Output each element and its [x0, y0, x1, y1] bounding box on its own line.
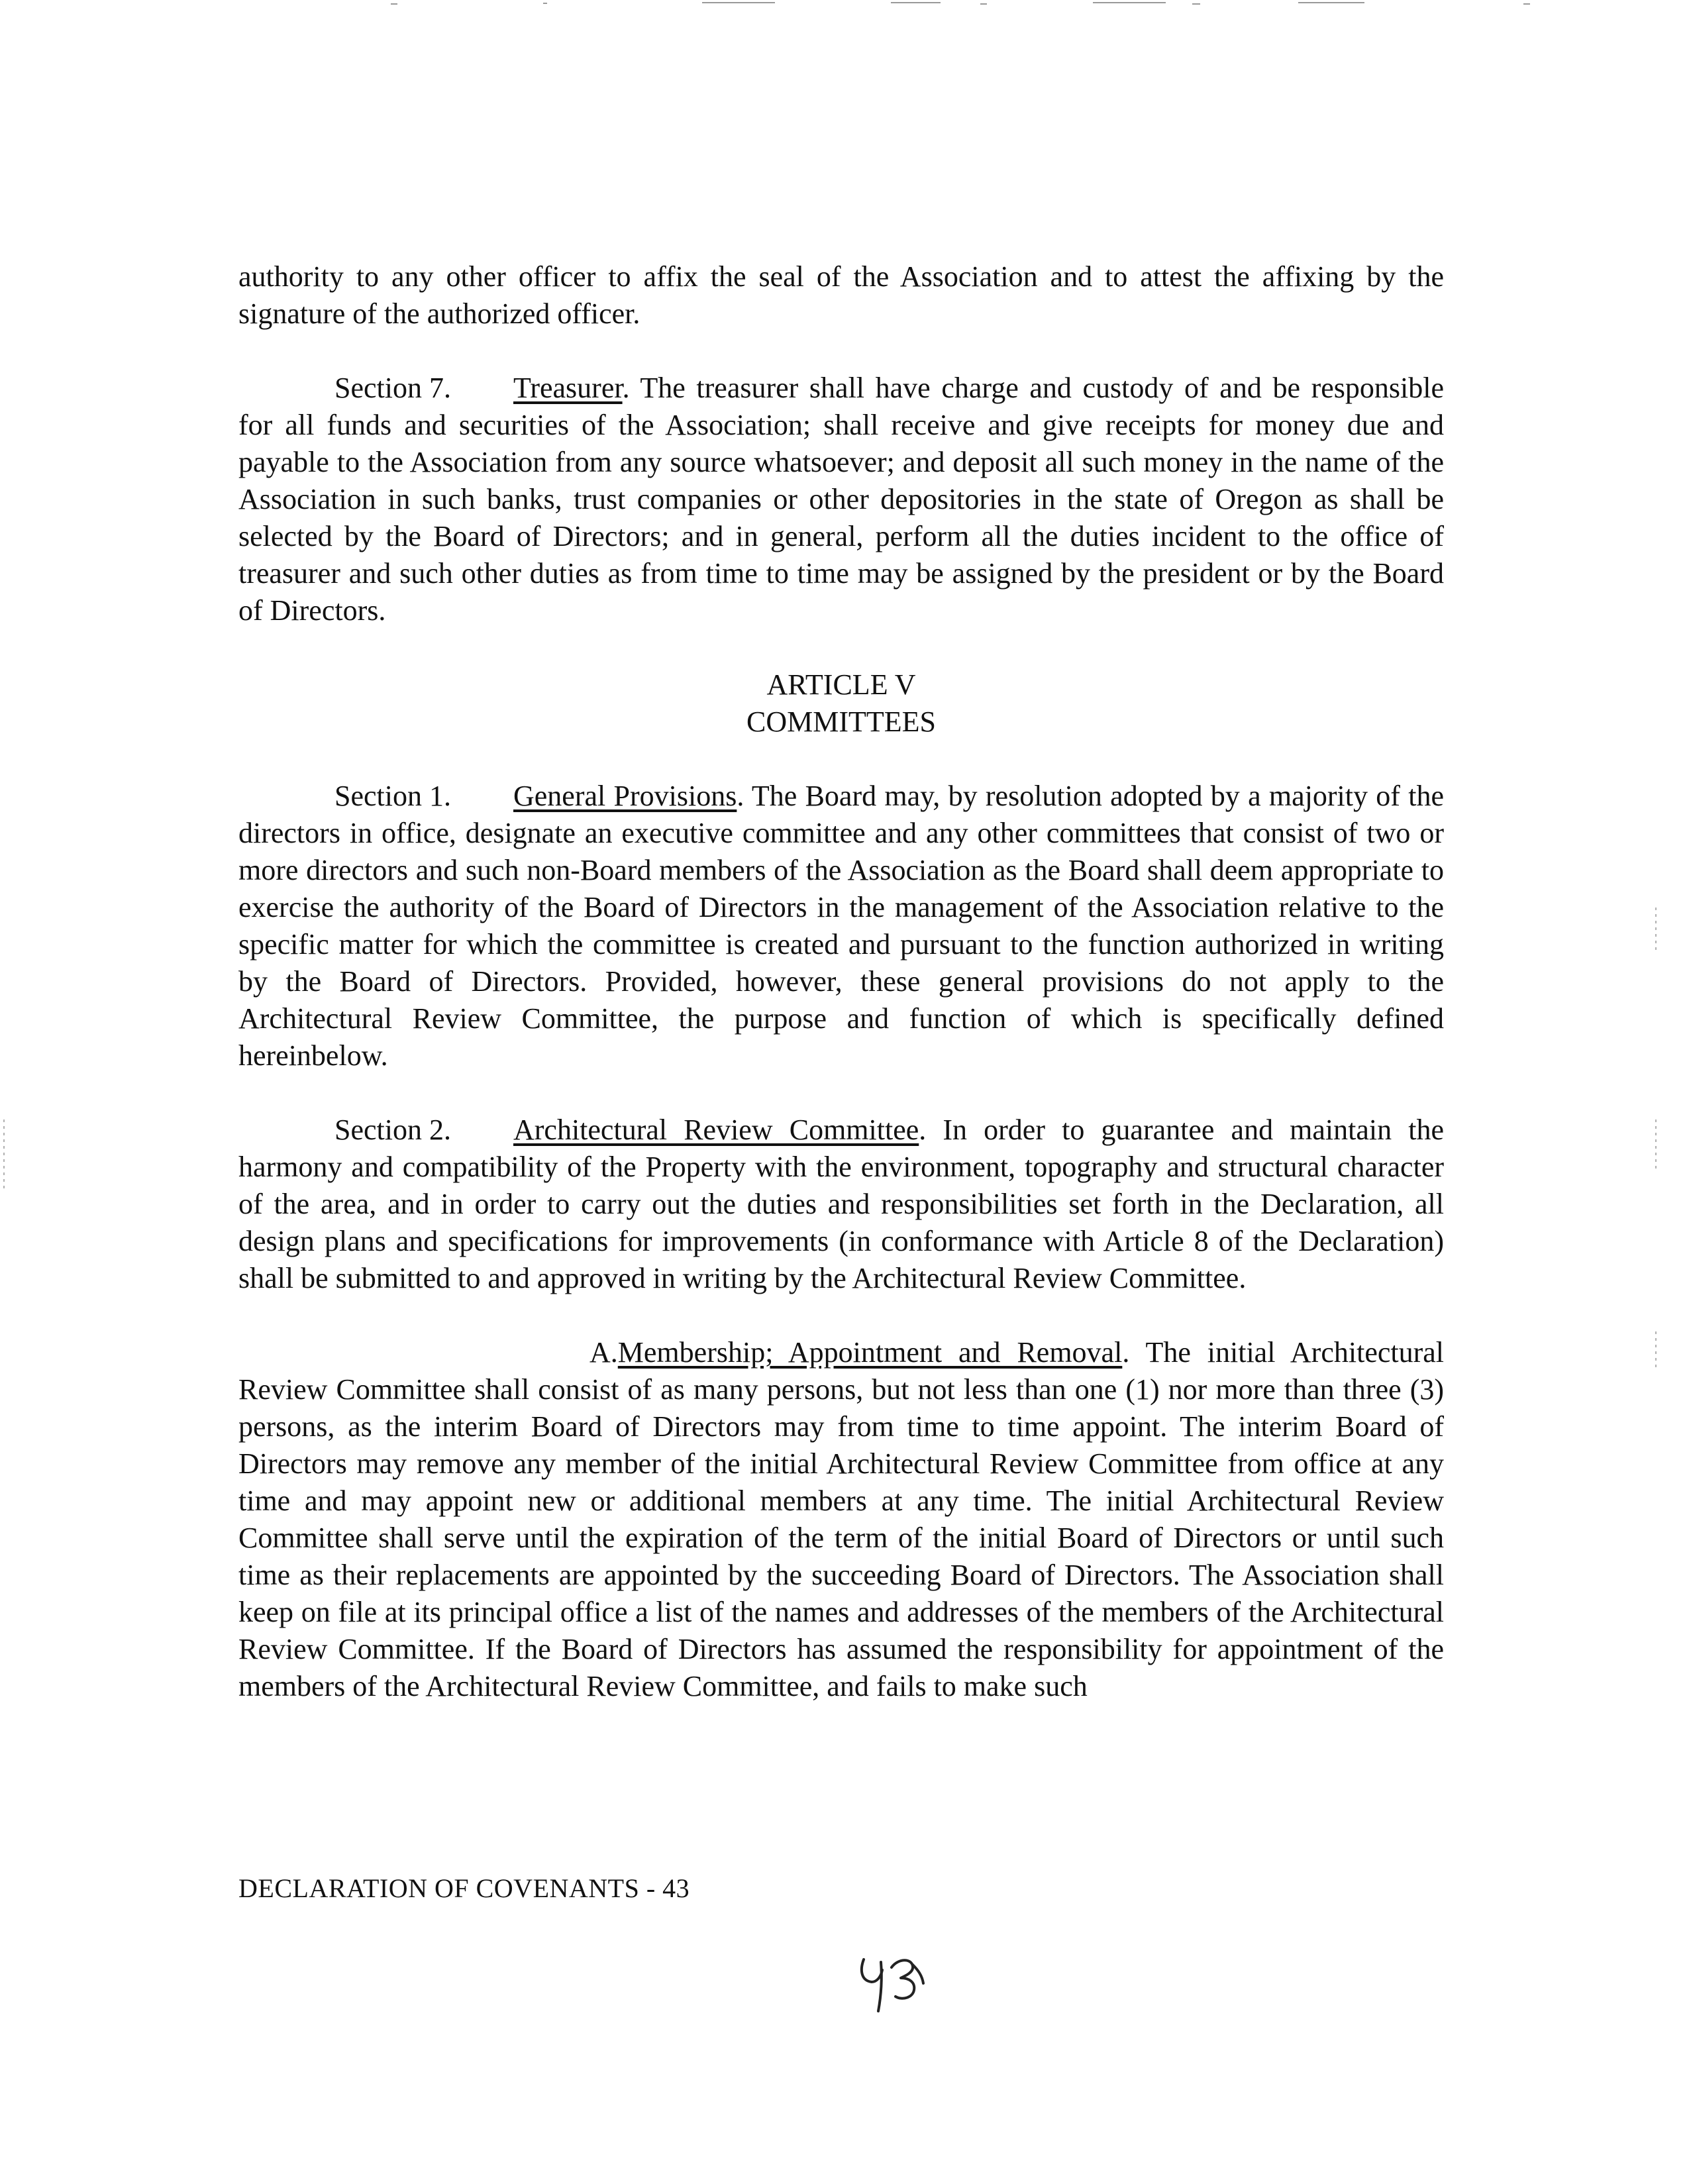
paragraph-continued: authority to any other officer to affix the seal of the Association and to attest the affixing by the signature of the authorized officer. — [238, 260, 1444, 330]
section-2-heading: Architectural Review Committee — [513, 1114, 919, 1146]
subsection-a-membership — [238, 1334, 1444, 1705]
section-7-label: Section 7. — [334, 372, 451, 404]
subsection-a-heading: Membership; Appointment and Removal — [617, 1336, 1123, 1369]
scan-artifact-right-margin — [1649, 908, 1663, 1384]
section-1-general-provisions — [238, 778, 1444, 1074]
article-number: ARTICLE V — [766, 668, 916, 701]
section-2-text: . In order to guarantee and maintain the harmony and compatibility of the Property with the environment, topography and structural character of the area, and in order to carry out the duties and responsibilities set forth in the Declaration, all design plans and specifications for improvements (in conformance with Article 8 of the Declaration) shall be submitted to and approved in writing by the Architectural Review Committee. — [238, 1114, 1445, 1294]
section-2-label: Section 2. — [334, 1114, 451, 1146]
section-1-heading: General Provisions — [513, 780, 737, 812]
page-footer: DECLARATION OF COVENANTS - 43 — [238, 1873, 690, 1903]
subsection-a-text: . The initial Architectural Review Committee shall consist of as many persons, but not less than one (1) nor more than three (3) persons, as the interim Board of Directors may from time to time appoint. The interim Board of Directors may remove any member of the initial Architectural Review Committee from office at any time and may appoint new or additional members at any time. The initial Architectural Review Committee shall serve until the expiration of the term of the initial Board of Directors or until such time as their replacements are appointed by the succeeding Board of Directors. The Association shall keep on file at its principal office a list of the names and addresses of the members of the Architectural Review Committee. If the Board of Directors has assumed the responsibility for appointment of the members of the Architectural Review Committee, and fails to make such — [238, 1336, 1445, 1702]
scan-artifact-left-margin — [0, 1119, 13, 1199]
section-1-label: Section 1. — [334, 780, 451, 812]
subsection-a-label: A. — [589, 1336, 618, 1369]
section-7-text: . The treasurer shall have charge and custody of and be responsible for all funds and securities of the Association; shall receive and give receipts for money due and payable to the Association from any source whatsoever; and deposit all such money in the name of the Association in such banks, trust companies or other depositories in the state of Oregon as shall be selected by the Board of Directors; and in general, perform all the duties incident to the office of treasurer and such other duties as from time to time may be assigned by the president or by the Board of Directors. — [238, 372, 1444, 627]
section-1-text: . The Board may, by resolution adopted by a majority of the directors in office, designate an executive committee and any other committees that consist of two or more directors and such non-Board members of the Association as the Board shall deem appropriate to exercise the authority of the Board of Directors in the management of the Association relative to the specific matter for which the committee is created and pursuant to the function authorized in writing by the Board of Directors. Provided, however, these general provisions do not apply to the Architectural Review Committee, the purpose and function of which is specifically defined hereinbelow. — [238, 780, 1444, 1072]
article-title: COMMITTEES — [746, 705, 936, 738]
document-body — [238, 258, 1444, 1705]
article-heading — [238, 666, 1444, 741]
handwritten-page-number — [854, 1948, 934, 2020]
section-7-heading: Treasurer — [513, 372, 623, 404]
section-7-treasurer — [238, 370, 1444, 629]
section-2-architectural-review — [238, 1112, 1444, 1297]
scan-artifact-top — [0, 0, 1689, 9]
